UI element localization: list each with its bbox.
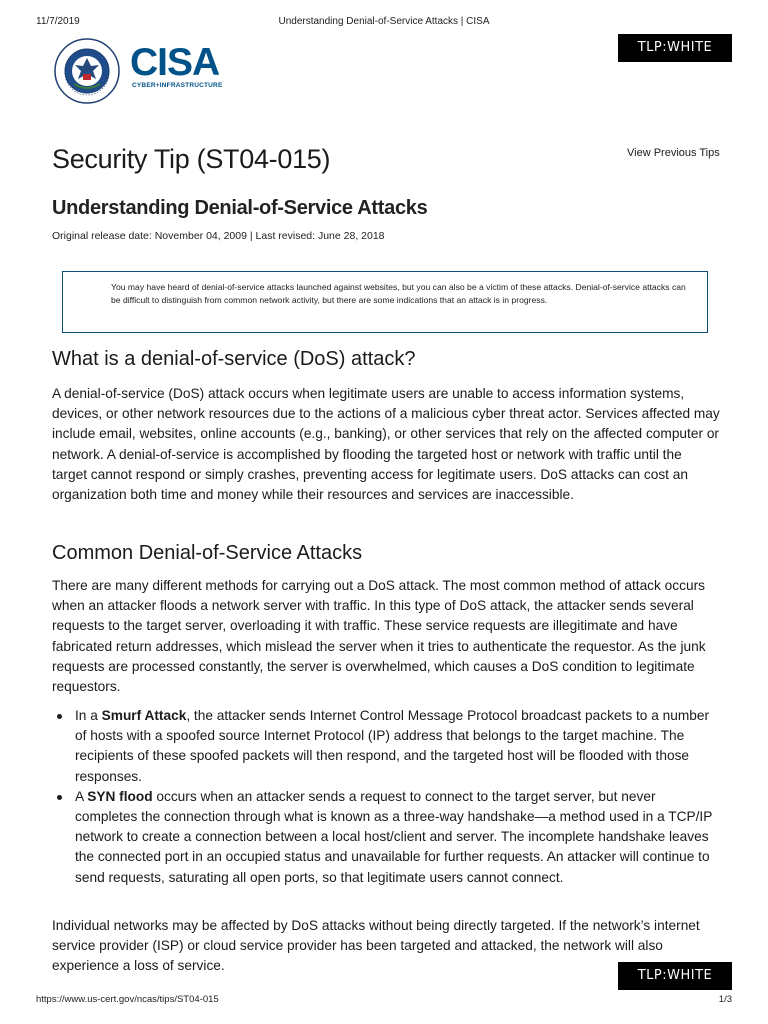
- list-item-text: occurs when an attacker sends a request to connect to the target server, but never completes the connection through what is known as a three-way handshake—a method used in a TCP/IP network to create a connection between a local host/client and server. The incomplete handshake leaves the connected port in an occupied status and unavailable for further requests. An attacker will continue to send requests, saturating all open ports, so that legitimate users cannot connect.: [75, 788, 713, 885]
- print-header: [36, 16, 732, 30]
- summary-box: [62, 271, 708, 333]
- print-url: https://www.us-cert.gov/ncas/tips/ST04-015: [36, 994, 219, 1005]
- list-item-prefix: In a: [75, 708, 102, 723]
- cisa-subtext: CYBER+INFRASTRUCTURE: [132, 82, 223, 89]
- summary-text: You may have heard of denial-of-service attacks launched against websites, but you can also be a victim of these attacks. Denial-of-service attacks can be difficult to distinguish from common network activity, but there are some indications that an attack is in progress.: [111, 282, 686, 305]
- list-item-text: , the attacker sends Internet Control Message Protocol broadcast packets to a number of hosts with a spoofed source Internet Protocol (IP) address that belongs to the target machine. The recipients of these spoofed packets will then respond, and the targeted host will be flooded with those responses.: [75, 708, 710, 784]
- page-number: 1/3: [718, 994, 732, 1005]
- print-date: 11/7/2019: [36, 16, 80, 27]
- section-heading-common-attacks: Common Denial-of-Service Attacks: [52, 542, 363, 564]
- bullet-icon: [57, 795, 62, 800]
- release-date: Original release date: November 04, 2009 | Last revised: June 28, 2018: [52, 230, 385, 242]
- tlp-badge-bottom: TLP:WHITE: [618, 962, 732, 990]
- term-syn-flood: SYN flood: [87, 788, 153, 804]
- tlp-badge-top: TLP:WHITE: [618, 34, 732, 62]
- section-heading-dos: What is a denial-of-service (DoS) attack?: [52, 348, 416, 370]
- list-item-syn-flood: [52, 787, 720, 888]
- closing-paragraph: Individual networks may be affected by DoS attacks without being directly targeted. If the network’s internet service provider (ISP) or cloud service provider has been targeted and attacked, the network will also experience a loss of service.: [52, 918, 700, 974]
- attack-types-list: [52, 706, 720, 888]
- view-previous-tips-link[interactable]: View Previous Tips: [627, 147, 720, 159]
- section-body-dos: A denial-of-service (DoS) attack occurs when legitimate users are unable to access information systems, devices, or other network resources due to the actions of a malicious cyber threat actor. Services affected may include email, websites, online accounts (e.g., banking), or other services that rely on the affected computer or network. A denial-of-service is accomplished by flooding the targeted host or network with traffic until the target cannot respond or simply crashes, preventing access for legitimate users. DoS attacks can cost an organization both time and money while their resources and services are inaccessible.: [52, 386, 720, 503]
- list-item-prefix: A: [75, 788, 88, 804]
- cisa-logo[interactable]: [54, 38, 224, 104]
- term-smurf-attack: Smurf Attack: [101, 708, 187, 723]
- dhs-seal-icon: [54, 38, 120, 104]
- bullet-icon: [57, 714, 62, 719]
- cisa-wordmark: CISA: [130, 41, 220, 84]
- list-item-smurf-attack: [52, 706, 720, 787]
- print-page-title: Understanding Denial-of-Service Attacks | CISA: [278, 16, 490, 27]
- section-body-common-attacks: There are many different methods for carrying out a DoS attack. The most common method of attack occurs when an attacker floods a network server with traffic. In this type of DoS attack, the attacker sends several requests to the target server, overloading it with traffic. These service requests are illegitimate and have fabricated return addresses, which mislead the server when it tries to authenticate the requestor. As the junk requests are processed constantly, the server is overwhelmed, which causes a DoS condition to legitimate requestors.: [52, 578, 706, 695]
- page-subtitle: Understanding Denial-of-Service Attacks: [52, 197, 428, 219]
- page-title: Security Tip (ST04-015): [52, 144, 331, 174]
